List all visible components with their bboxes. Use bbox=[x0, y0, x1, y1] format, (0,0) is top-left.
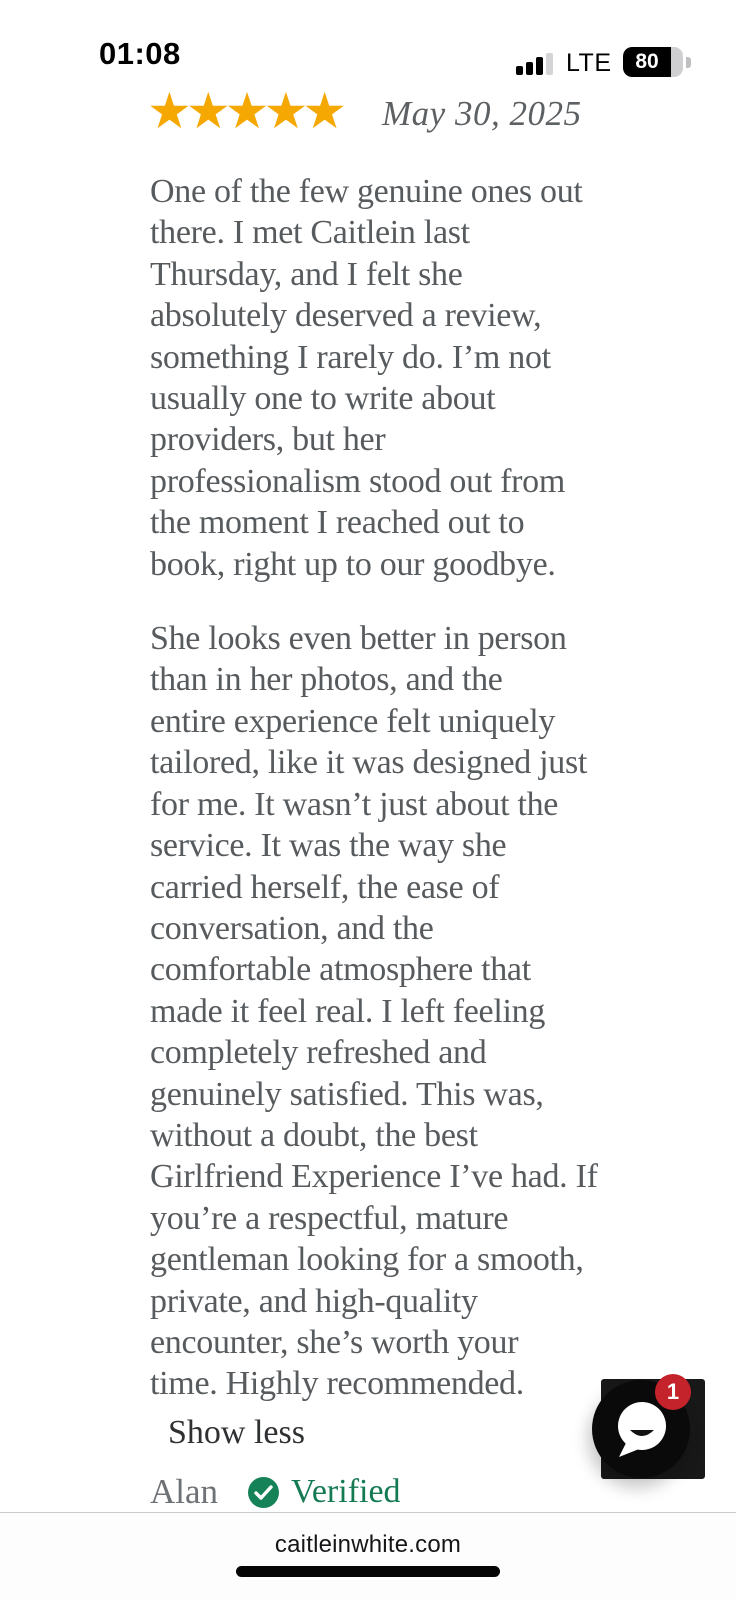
review-line: comfortable atmosphere that bbox=[150, 951, 531, 989]
review-body bbox=[150, 171, 610, 1438]
signal-bar bbox=[536, 57, 543, 75]
review-line: entire experience felt uniquely bbox=[150, 702, 556, 740]
review-line: you’re a respectful, mature bbox=[150, 1199, 509, 1237]
chat-notification-badge: 1 bbox=[655, 1374, 691, 1410]
verified-label: Verified bbox=[291, 1473, 401, 1510]
review-line: Thursday, and I felt she bbox=[150, 255, 463, 293]
battery-icon bbox=[623, 47, 683, 77]
review-line: something I rarely do. I’m not bbox=[150, 338, 551, 376]
review-line: conversation, and the bbox=[150, 909, 434, 947]
review-line: time. Highly recommended. bbox=[150, 1365, 524, 1403]
star-rating: ★★★★★ bbox=[147, 82, 342, 140]
signal-bar bbox=[526, 62, 533, 75]
browser-bar bbox=[0, 1512, 736, 1600]
home-indicator bbox=[236, 1566, 500, 1577]
reviewer-name: Alan bbox=[150, 1472, 219, 1511]
signal-bar bbox=[516, 66, 523, 75]
review-line: service. It was the way she bbox=[150, 827, 507, 865]
review-line: Girlfriend Experience I’ve had. If bbox=[150, 1158, 598, 1196]
review-date: May 30, 2025 bbox=[382, 94, 582, 133]
chat-widget-button[interactable] bbox=[601, 1379, 705, 1479]
review-line: for me. It wasn’t just about the bbox=[150, 785, 559, 823]
review-line: tailored, like it was designed just bbox=[150, 744, 588, 782]
review-line: the moment I reached out to bbox=[150, 504, 525, 542]
review-line: professionalism stood out from bbox=[150, 462, 566, 500]
review-paragraph bbox=[150, 618, 610, 1405]
review-line: completely refreshed and bbox=[150, 1034, 487, 1072]
review-line: than in her photos, and the bbox=[150, 661, 503, 699]
review-line: encounter, she’s worth your bbox=[150, 1323, 519, 1361]
reviewer-row bbox=[150, 1472, 401, 1512]
status-time: 01:08 bbox=[99, 36, 181, 71]
verified-check-icon bbox=[248, 1477, 279, 1508]
signal-bars-icon bbox=[516, 53, 553, 75]
review-line: carried herself, the ease of bbox=[150, 868, 500, 906]
review-line: without a doubt, the best bbox=[150, 1116, 478, 1154]
signal-bar-empty bbox=[546, 53, 553, 75]
review-line: there. I met Caitlein last bbox=[150, 214, 470, 252]
review-line: book, right up to our goodbye. bbox=[150, 545, 556, 583]
network-type-label: LTE bbox=[566, 49, 612, 77]
review-line: One of the few genuine ones out bbox=[150, 173, 583, 210]
show-less-link[interactable]: Show less bbox=[168, 1414, 305, 1451]
review-line: absolutely deserved a review, bbox=[150, 297, 542, 335]
review-line: She looks even better in person bbox=[150, 620, 567, 658]
review-line: providers, but her bbox=[150, 421, 386, 459]
battery-cap bbox=[686, 57, 691, 68]
battery-percent: 80 bbox=[635, 50, 659, 73]
review-line: made it feel real. I left feeling bbox=[150, 992, 546, 1030]
review-line: gentleman looking for a smooth, bbox=[150, 1241, 584, 1279]
review-paragraph bbox=[150, 171, 610, 585]
address-bar[interactable]: caitleinwhite.com bbox=[274, 1531, 462, 1558]
review-line: private, and high-quality bbox=[150, 1282, 478, 1320]
review-line: genuinely satisfied. This was, bbox=[150, 1075, 544, 1113]
chat-bubble-icon bbox=[615, 1401, 671, 1464]
review-line: usually one to write about bbox=[150, 380, 496, 418]
